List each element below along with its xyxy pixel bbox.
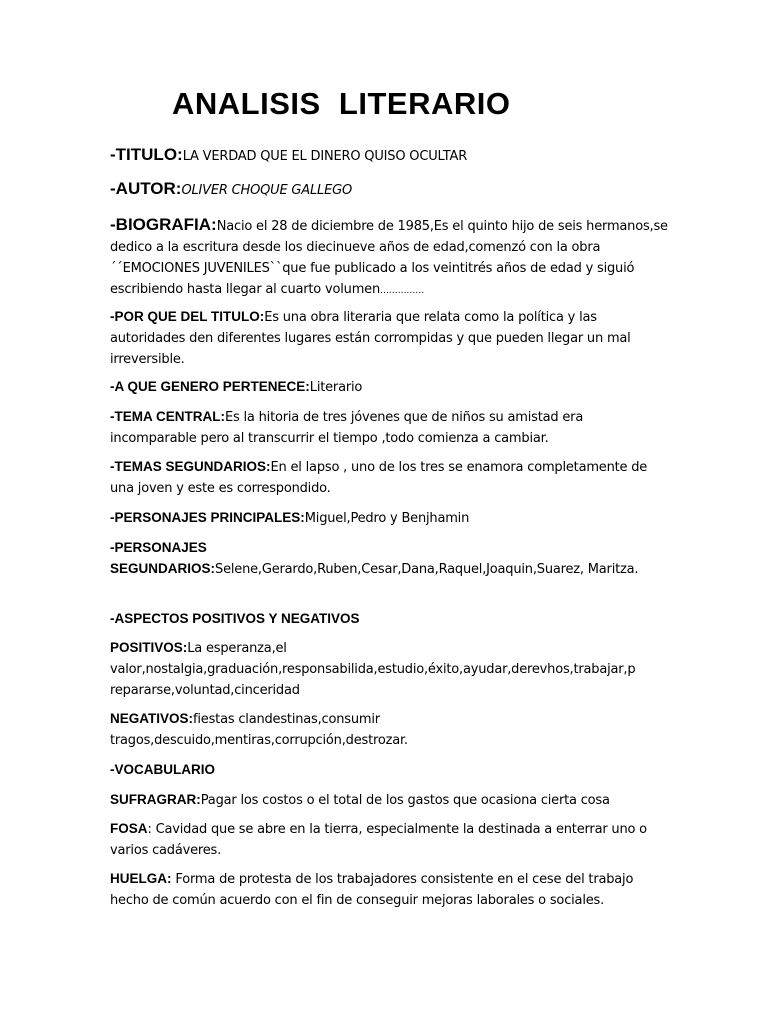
negativos-label: NEGATIVOS:	[110, 711, 194, 726]
sufragrar-entry	[110, 789, 670, 811]
por-que-paragraph	[110, 306, 670, 370]
genero-line	[110, 376, 670, 398]
sufragrar-label: SUFRAGRAR:	[110, 792, 201, 807]
negativos-paragraph	[110, 708, 670, 751]
personajes-principales-text: Miguel,Pedro y Benjhamin	[304, 511, 470, 526]
fosa-label: FOSA	[110, 821, 148, 836]
titulo-text: LA VERDAD QUE EL DINERO QUISO OCULTAR	[182, 149, 468, 164]
huelga-label: HUELGA:	[110, 871, 172, 886]
por-que-label: -POR QUE DEL TITULO:	[110, 309, 265, 324]
huelga-text: Forma de protesta de los trabajadores consistente en el cese del trabajo hecho de común acuerdo con el fin de conseguir mejoras laborales o sociales.	[110, 872, 634, 908]
genero-label: -A QUE GENERO PERTENECE:	[110, 379, 310, 394]
titulo-line	[110, 144, 670, 167]
aspectos-label: -ASPECTOS POSITIVOS Y NEGATIVOS	[110, 611, 360, 626]
aspectos-heading	[110, 608, 670, 630]
page-title: ANALISIS LITERARIO	[172, 86, 511, 121]
positivos-text-1: La esperanza,el	[187, 641, 287, 656]
fosa-entry	[110, 818, 670, 861]
positivos-label: POSITIVOS:	[110, 640, 188, 655]
vocabulario-label: -VOCABULARIO	[110, 762, 215, 777]
tema-central-label: -TEMA CENTRAL:	[110, 409, 225, 424]
personajes-segundarios-label-1: -PERSONAJES	[110, 540, 207, 555]
biografia-text: Nacio el 28 de diciembre de 1985,Es el quinto hijo de seis hermanos,se dedico a la escritura desde los diecinueve años de edad,comenzó con la obra ´´EMOCIONES JUVENILES``que fue publicado a los veintitrés años de edad y siguió escribiendo hasta llegar al cuarto volumen	[110, 219, 668, 297]
biografia-paragraph	[110, 214, 670, 302]
personajes-segundarios-paragraph	[110, 537, 670, 580]
negativos-text-2: tragos,descuido,mentiras,corrupción,destrozar.	[110, 733, 408, 748]
positivos-text-2: valor,nostalgia,graduación,responsabilida,estudio,éxito,ayudar,derevhos,trabajar,p	[110, 662, 636, 677]
autor-text: OLIVER CHOQUE GALLEGO	[181, 183, 352, 198]
sufragrar-text: Pagar los costos o el total de los gastos que ocasiona cierta cosa	[200, 793, 610, 808]
biografia-label: -BIOGRAFIA:	[110, 215, 217, 234]
temas-segundarios-text: En el lapso , uno de los tres se enamora completamente de una joven y este es correspondido.	[110, 460, 648, 496]
temas-segundarios-label: -TEMAS SEGUNDARIOS:	[110, 459, 271, 474]
genero-text: Literario	[309, 380, 363, 395]
titulo-label: -TITULO:	[110, 145, 183, 164]
tema-central-paragraph	[110, 406, 670, 449]
positivos-paragraph	[110, 637, 670, 701]
temas-segundarios-paragraph	[110, 456, 670, 499]
personajes-segundarios-label-2: SEGUNDARIOS:	[110, 561, 216, 576]
autor-line	[110, 178, 670, 201]
por-que-text: Es una obra literaria que relata como la política y las autoridades den diferentes lugares están corrompidas y que pueden llegar un mal irreversible.	[110, 310, 631, 367]
fosa-text: : Cavidad que se abre en la tierra, especialmente la destinada a enterrar uno o varios cadáveres.	[110, 822, 647, 858]
autor-label: -AUTOR:	[110, 179, 182, 198]
personajes-principales-line	[110, 507, 670, 529]
personajes-principales-label: -PERSONAJES PRINCIPALES:	[110, 510, 305, 525]
negativos-text-1: fiestas clandestinas,consumir	[193, 712, 380, 727]
positivos-text-3: repararse,voluntad,cinceridad	[110, 683, 300, 698]
personajes-segundarios-text: Selene,Gerardo,Ruben,Cesar,Dana,Raquel,Joaquin,Suarez, Maritza.	[215, 562, 639, 577]
huelga-entry	[110, 868, 670, 911]
vocabulario-heading	[110, 759, 670, 781]
tema-central-text: Es la hitoria de tres jóvenes que de niños su amistad era incomparable pero al transcurrir el tiempo ,todo comienza a cambiar.	[110, 410, 584, 446]
biografia-trail: ……………	[380, 286, 425, 296]
